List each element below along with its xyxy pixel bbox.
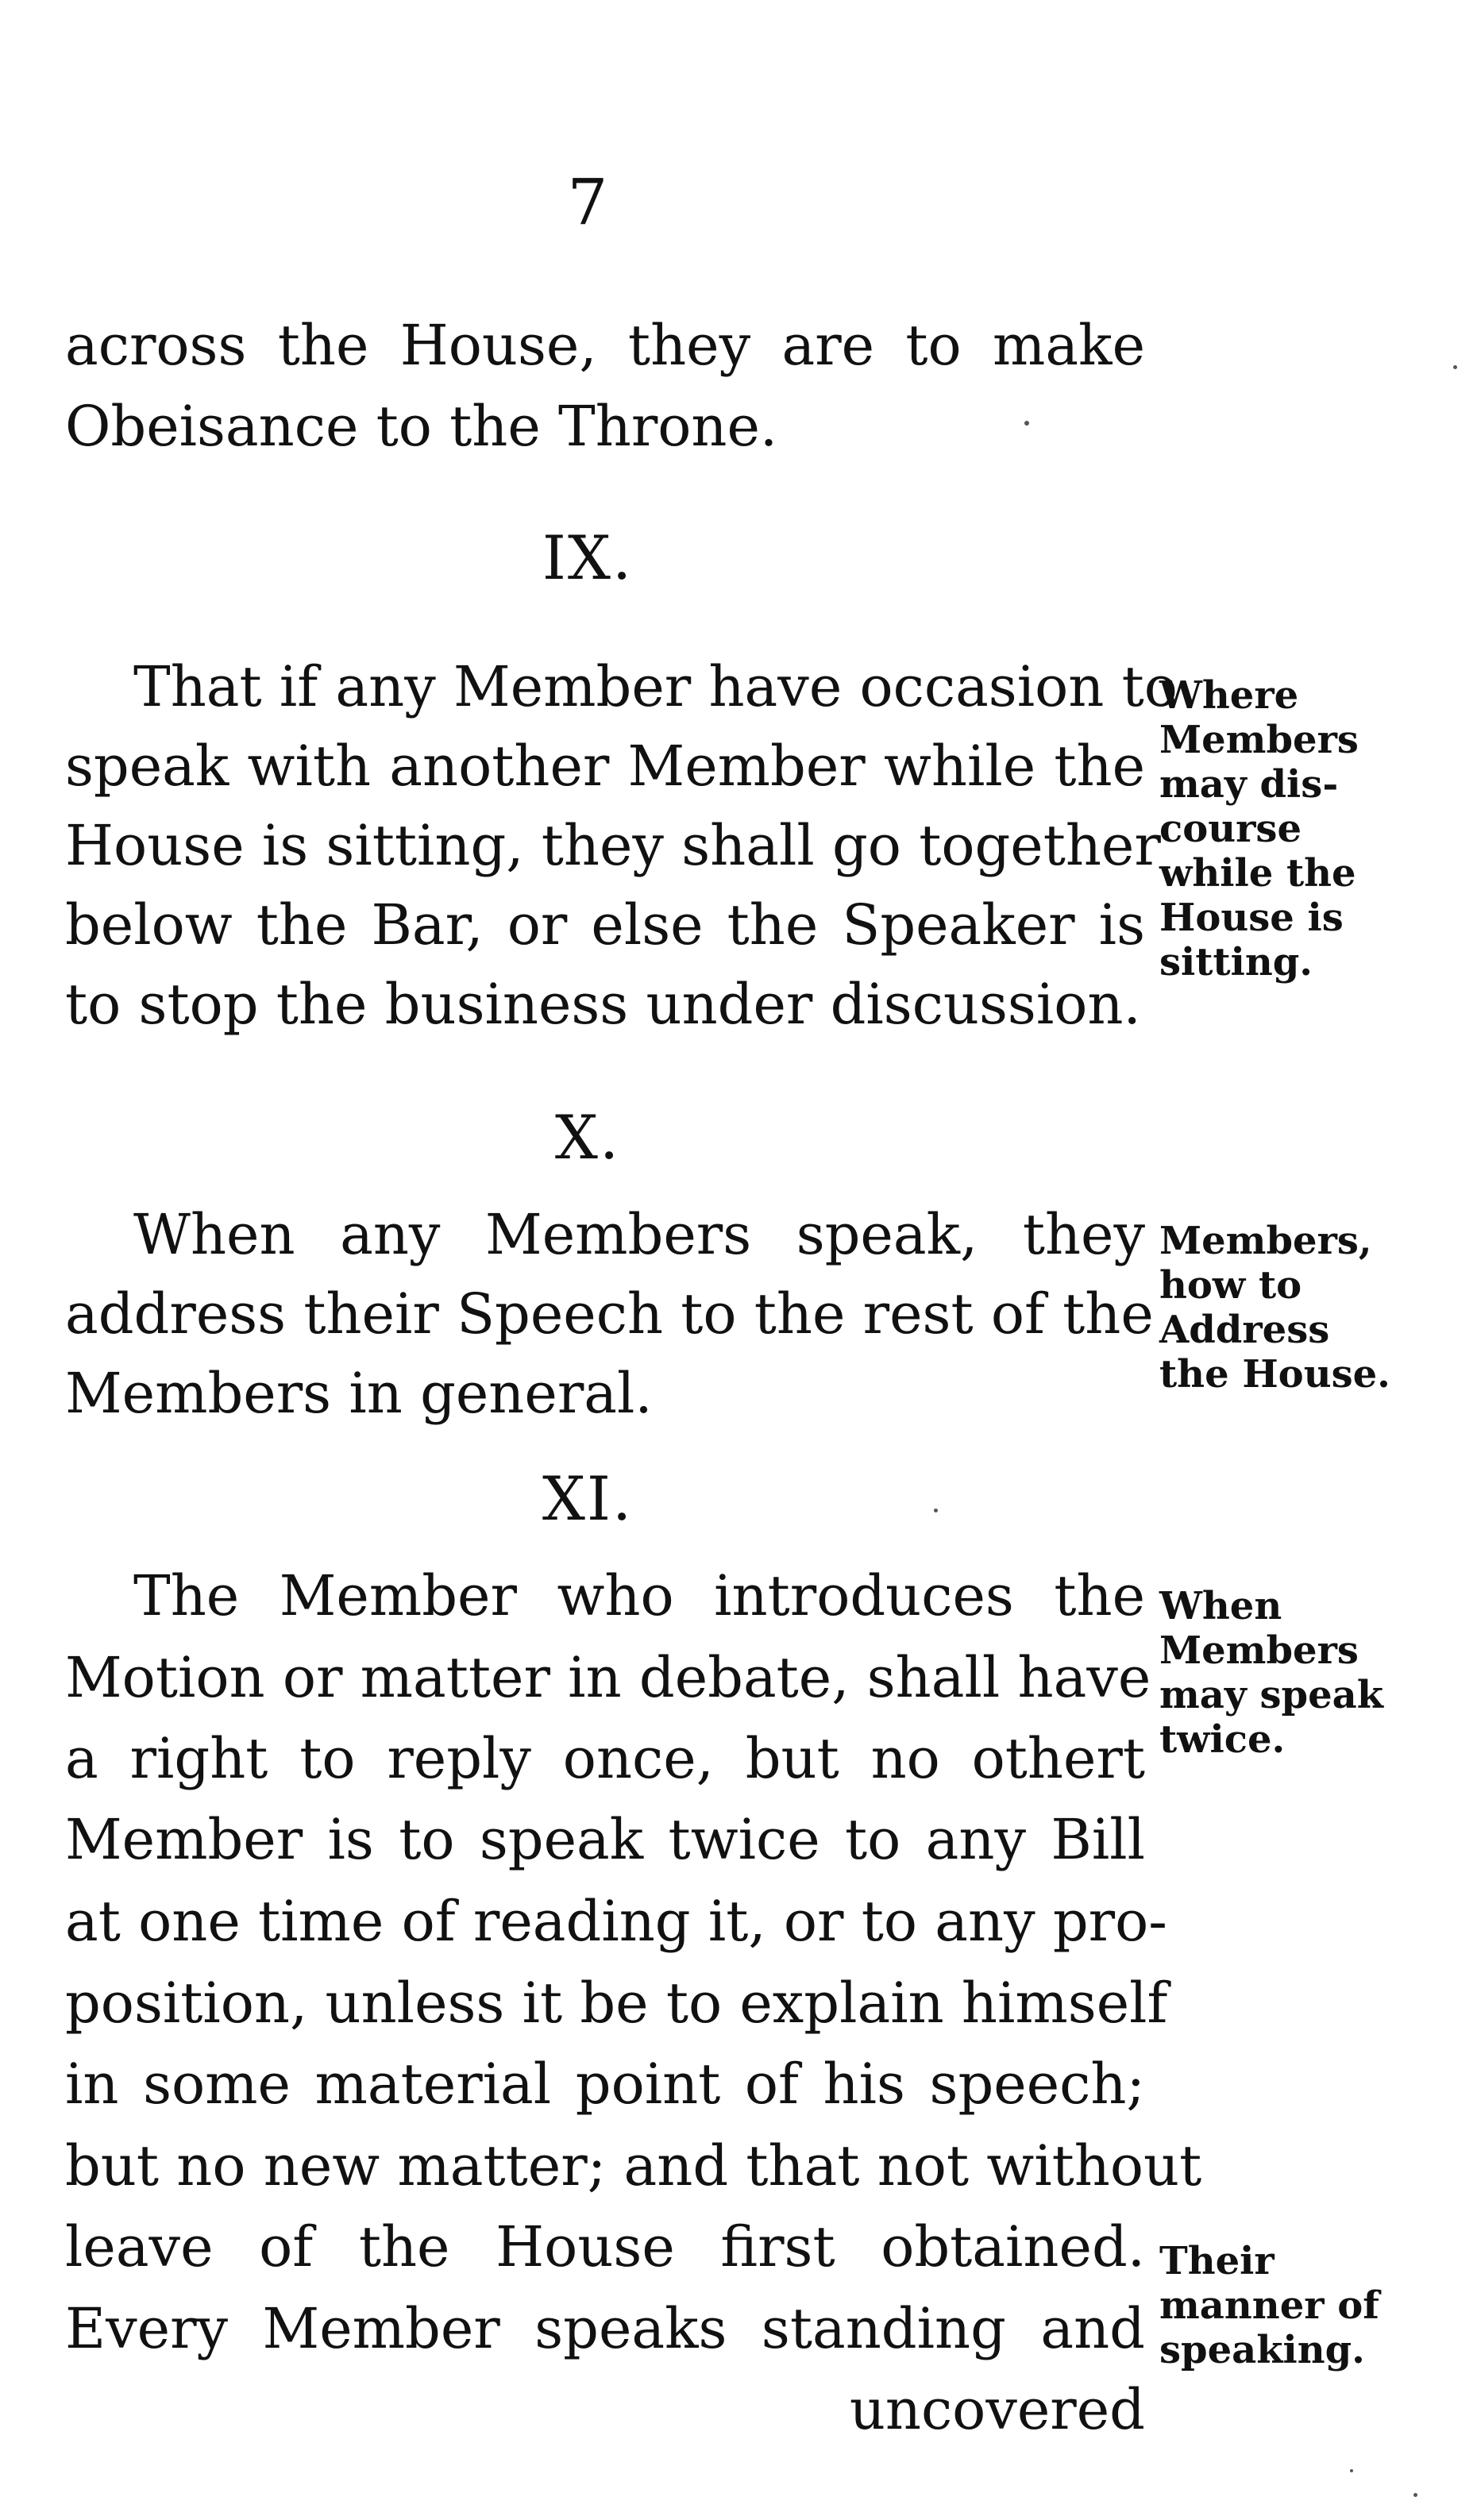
section-heading-ix: IX. xyxy=(542,522,634,593)
margin-note-line: may dis- xyxy=(1159,762,1339,807)
margin-note-line: Their xyxy=(1159,2239,1275,2283)
margin-note-line: course xyxy=(1159,807,1302,851)
body-line: but no new matter; and that not without xyxy=(65,2133,1202,2198)
margin-note-line: House is xyxy=(1159,896,1344,940)
scan-speck xyxy=(1453,365,1457,369)
body-line: Every Member speaks standing and xyxy=(65,2296,1145,2361)
margin-note-line: how to xyxy=(1159,1263,1302,1308)
body-line: to stop the business under discussion. xyxy=(65,972,1141,1037)
scan-speck xyxy=(1413,2493,1417,2497)
margin-note-line: sitting. xyxy=(1159,940,1313,984)
margin-note-line: Where xyxy=(1159,673,1299,718)
body-line: Obeisance to the Throne. xyxy=(65,394,778,459)
section-heading-x: X. xyxy=(554,1102,621,1173)
margin-note-line: When xyxy=(1159,1584,1282,1628)
body-line: leave of the House first obtained. xyxy=(65,2214,1145,2279)
margin-note-x xyxy=(1159,1219,1445,1397)
body-line: speak with another Member while the xyxy=(65,734,1145,799)
scan-speck xyxy=(1350,2469,1353,2472)
margin-note-line: twice. xyxy=(1159,1717,1286,1762)
body-line: uncovered xyxy=(849,2377,1145,2442)
body-line: When any Members speak, they xyxy=(133,1202,1145,1267)
margin-note-line: Members, xyxy=(1159,1219,1372,1263)
margin-note-ix xyxy=(1159,673,1445,984)
margin-note-line: Members xyxy=(1159,1628,1359,1673)
margin-note-line: Members xyxy=(1159,718,1359,762)
margin-note-line: while the xyxy=(1159,851,1356,896)
scan-speck xyxy=(1024,421,1029,426)
body-line: Members in general. xyxy=(65,1361,653,1426)
body-line: in some material point of his speech; xyxy=(65,2052,1145,2117)
body-line: That if any Member have occasion to xyxy=(133,654,1178,719)
margin-note-line: manner of xyxy=(1159,2283,1379,2328)
section-heading-xi: XI. xyxy=(542,1463,634,1534)
body-line: House is sitting, they shall go together xyxy=(65,813,1161,878)
body-line: Motion or matter in debate, shall have xyxy=(65,1645,1151,1710)
body-line: across the House, they are to make xyxy=(65,313,1145,378)
body-line: The Member who introduces the xyxy=(133,1563,1145,1628)
body-line: position, unless it be to explain himself xyxy=(65,1971,1168,2036)
scan-speck xyxy=(934,1509,938,1512)
page-number: 7 xyxy=(567,165,608,239)
body-line: below the Bar, or else the Speaker is xyxy=(65,892,1145,958)
margin-note-line: speaking. xyxy=(1159,2328,1365,2372)
body-line: address their Speech to the rest of the xyxy=(65,1281,1154,1347)
body-line: Member is to speak twice to any Bill xyxy=(65,1807,1145,1872)
margin-note-xi xyxy=(1159,1584,1445,1762)
body-line: at one time of reading it, or to any pro- xyxy=(65,1889,1167,1954)
margin-note-line: the House. xyxy=(1159,1352,1390,1397)
margin-note-manner xyxy=(1159,2239,1445,2372)
margin-note-line: Address xyxy=(1159,1308,1330,1352)
margin-note-line: may speak xyxy=(1159,1673,1383,1717)
body-line: a right to reply once, but no othert xyxy=(65,1726,1145,1791)
